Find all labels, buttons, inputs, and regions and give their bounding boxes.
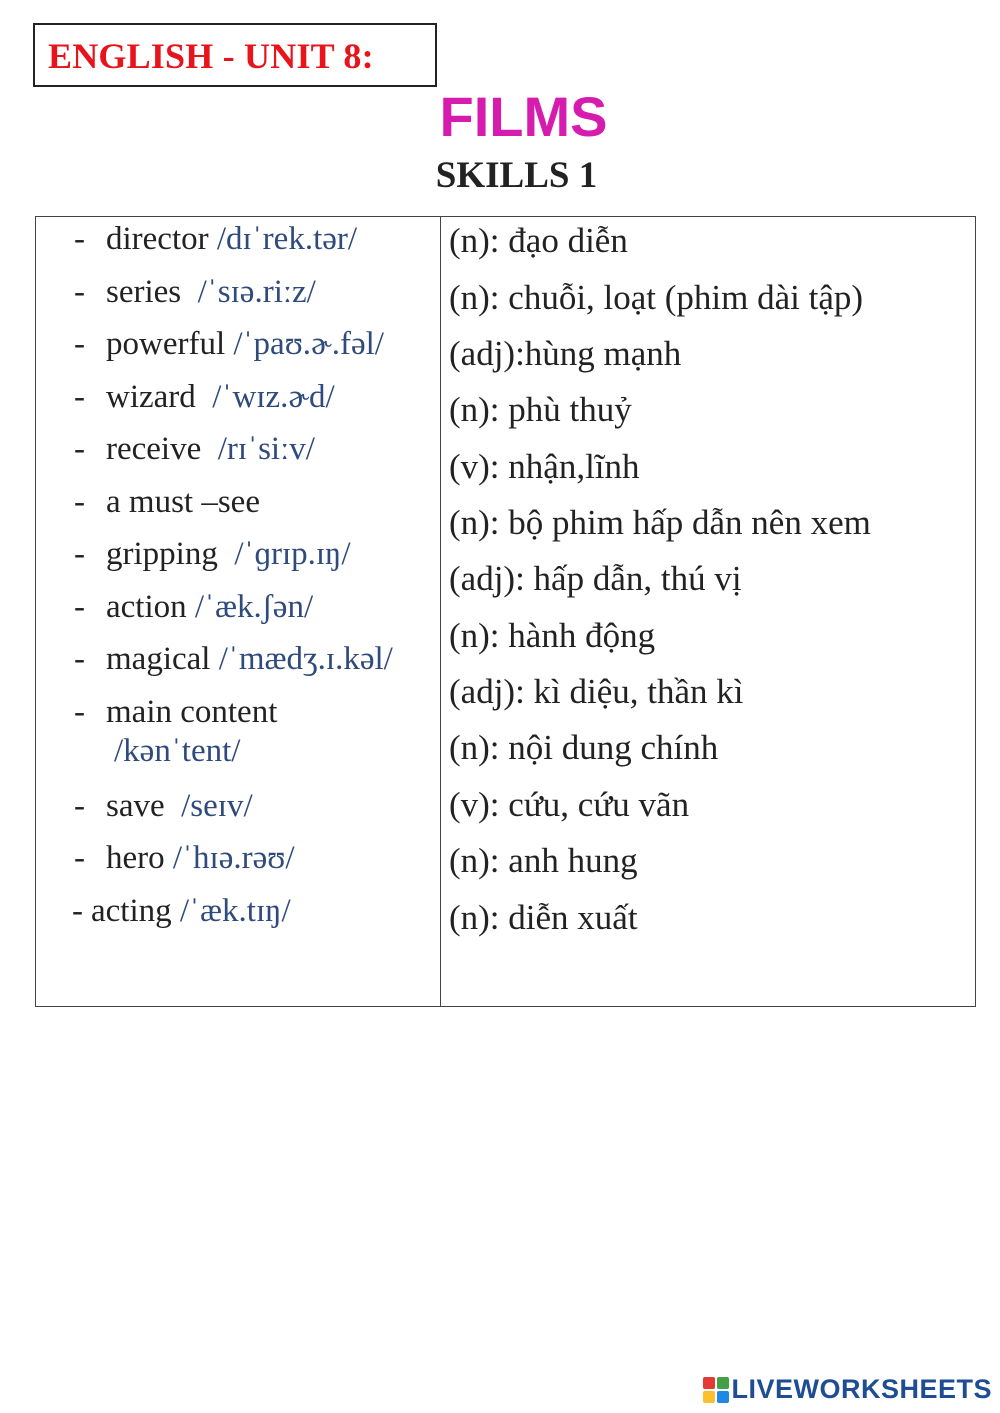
term-phonetic: /ˈɡrɪp.ɪŋ/ <box>234 536 351 572</box>
term-word: save <box>106 788 165 824</box>
vocab-term: - wizard /ˈwɪz.ɚd/ <box>74 379 335 415</box>
vocab-definition: (v): nhận,lĩnh <box>449 447 640 486</box>
column-divider <box>440 217 441 1006</box>
term-phonetic: /seɪv/ <box>181 788 253 824</box>
vocab-definition: (n): diễn xuất <box>449 898 638 937</box>
vocab-term: - acting /ˈæk.tɪŋ/ <box>72 893 291 929</box>
logo-square <box>703 1391 715 1403</box>
vocab-definition: (n): chuỗi, loạt (phim dài tập) <box>449 278 864 317</box>
logo-square <box>703 1377 715 1389</box>
term-phonetic: /ˈsɪə.riːz/ <box>197 274 316 310</box>
term-phonetic: /ˈpaʊ.ɚ.fəl/ <box>233 326 384 362</box>
section-title: SKILLS 1 <box>435 155 598 196</box>
vocab-term: - main content /kənˈtent/ <box>74 694 278 769</box>
term-phonetic: /rɪˈsiːv/ <box>217 431 315 467</box>
term-word: main content <box>106 694 278 730</box>
vocabulary-table <box>35 216 976 1007</box>
liveworksheets-watermark <box>703 1374 992 1405</box>
term-word: director <box>106 221 209 257</box>
term-phonetic: /ˈæk.tɪŋ/ <box>179 893 291 929</box>
term-word: hero <box>106 840 165 876</box>
vocab-term: - series /ˈsɪə.riːz/ <box>74 274 316 310</box>
unit-title: ENGLISH - UNIT 8: <box>48 36 374 76</box>
watermark-text: LIVEWORKSHEETS <box>731 1374 992 1404</box>
vocab-term: - magical /ˈmædʒ.ɪ.kəl/ <box>74 641 393 677</box>
vocab-definition: (v): cứu, cứu vãn <box>449 785 690 824</box>
vocab-definition: (n): nội dung chính <box>449 728 719 767</box>
term-word: a must –see <box>106 484 260 520</box>
term-word: series <box>106 274 182 310</box>
term-word: powerful <box>106 326 226 362</box>
vocab-definition: (n): phù thuỷ <box>449 390 632 429</box>
liveworksheets-logo-icon <box>703 1377 729 1403</box>
vocab-term: - hero /ˈhɪə.rəʊ/ <box>74 840 295 876</box>
vocab-definition: (n): hành động <box>449 616 656 655</box>
vocab-definition: (n): đạo diễn <box>449 221 628 260</box>
vocab-term: - powerful /ˈpaʊ.ɚ.fəl/ <box>74 326 384 362</box>
vocab-definition: (adj):hùng mạnh <box>449 334 682 373</box>
vocab-term: - gripping /ˈɡrɪp.ɪŋ/ <box>74 536 351 572</box>
logo-square <box>717 1391 729 1403</box>
vocab-term: - director /dɪˈrek.tər/ <box>74 221 358 257</box>
logo-square <box>717 1377 729 1389</box>
term-phonetic: /dɪˈrek.tər/ <box>216 221 358 257</box>
vocab-definition: (adj): hấp dẫn, thú vị <box>449 559 742 598</box>
term-word: receive <box>106 431 202 467</box>
vocab-term: - receive /rɪˈsiːv/ <box>74 431 315 467</box>
term-word: action <box>106 589 187 625</box>
term-word: acting <box>91 893 172 929</box>
vocab-term: - save /seɪv/ <box>74 788 253 824</box>
topic-title: FILMS <box>439 85 608 148</box>
unit-title-box <box>33 23 437 87</box>
vocab-definition: (n): anh hung <box>449 841 638 880</box>
vocab-term: - a must –see <box>74 484 260 520</box>
term-word: magical <box>106 641 211 677</box>
term-phonetic: /ˈwɪz.ɚd/ <box>212 379 335 415</box>
term-phonetic: /kənˈtent/ <box>114 733 241 769</box>
term-phonetic: /ˈæk.ʃən/ <box>194 589 314 625</box>
vocab-term: - action /ˈæk.ʃən/ <box>74 589 314 625</box>
term-phonetic: /ˈhɪə.rəʊ/ <box>172 840 295 876</box>
term-word: gripping <box>106 536 218 572</box>
vocab-definition: (adj): kì diệu, thần kì <box>449 672 744 711</box>
term-word: wizard <box>106 379 196 415</box>
term-phonetic: /ˈmædʒ.ɪ.kəl/ <box>218 641 393 677</box>
vocab-definition: (n): bộ phim hấp dẫn nên xem <box>449 503 871 542</box>
